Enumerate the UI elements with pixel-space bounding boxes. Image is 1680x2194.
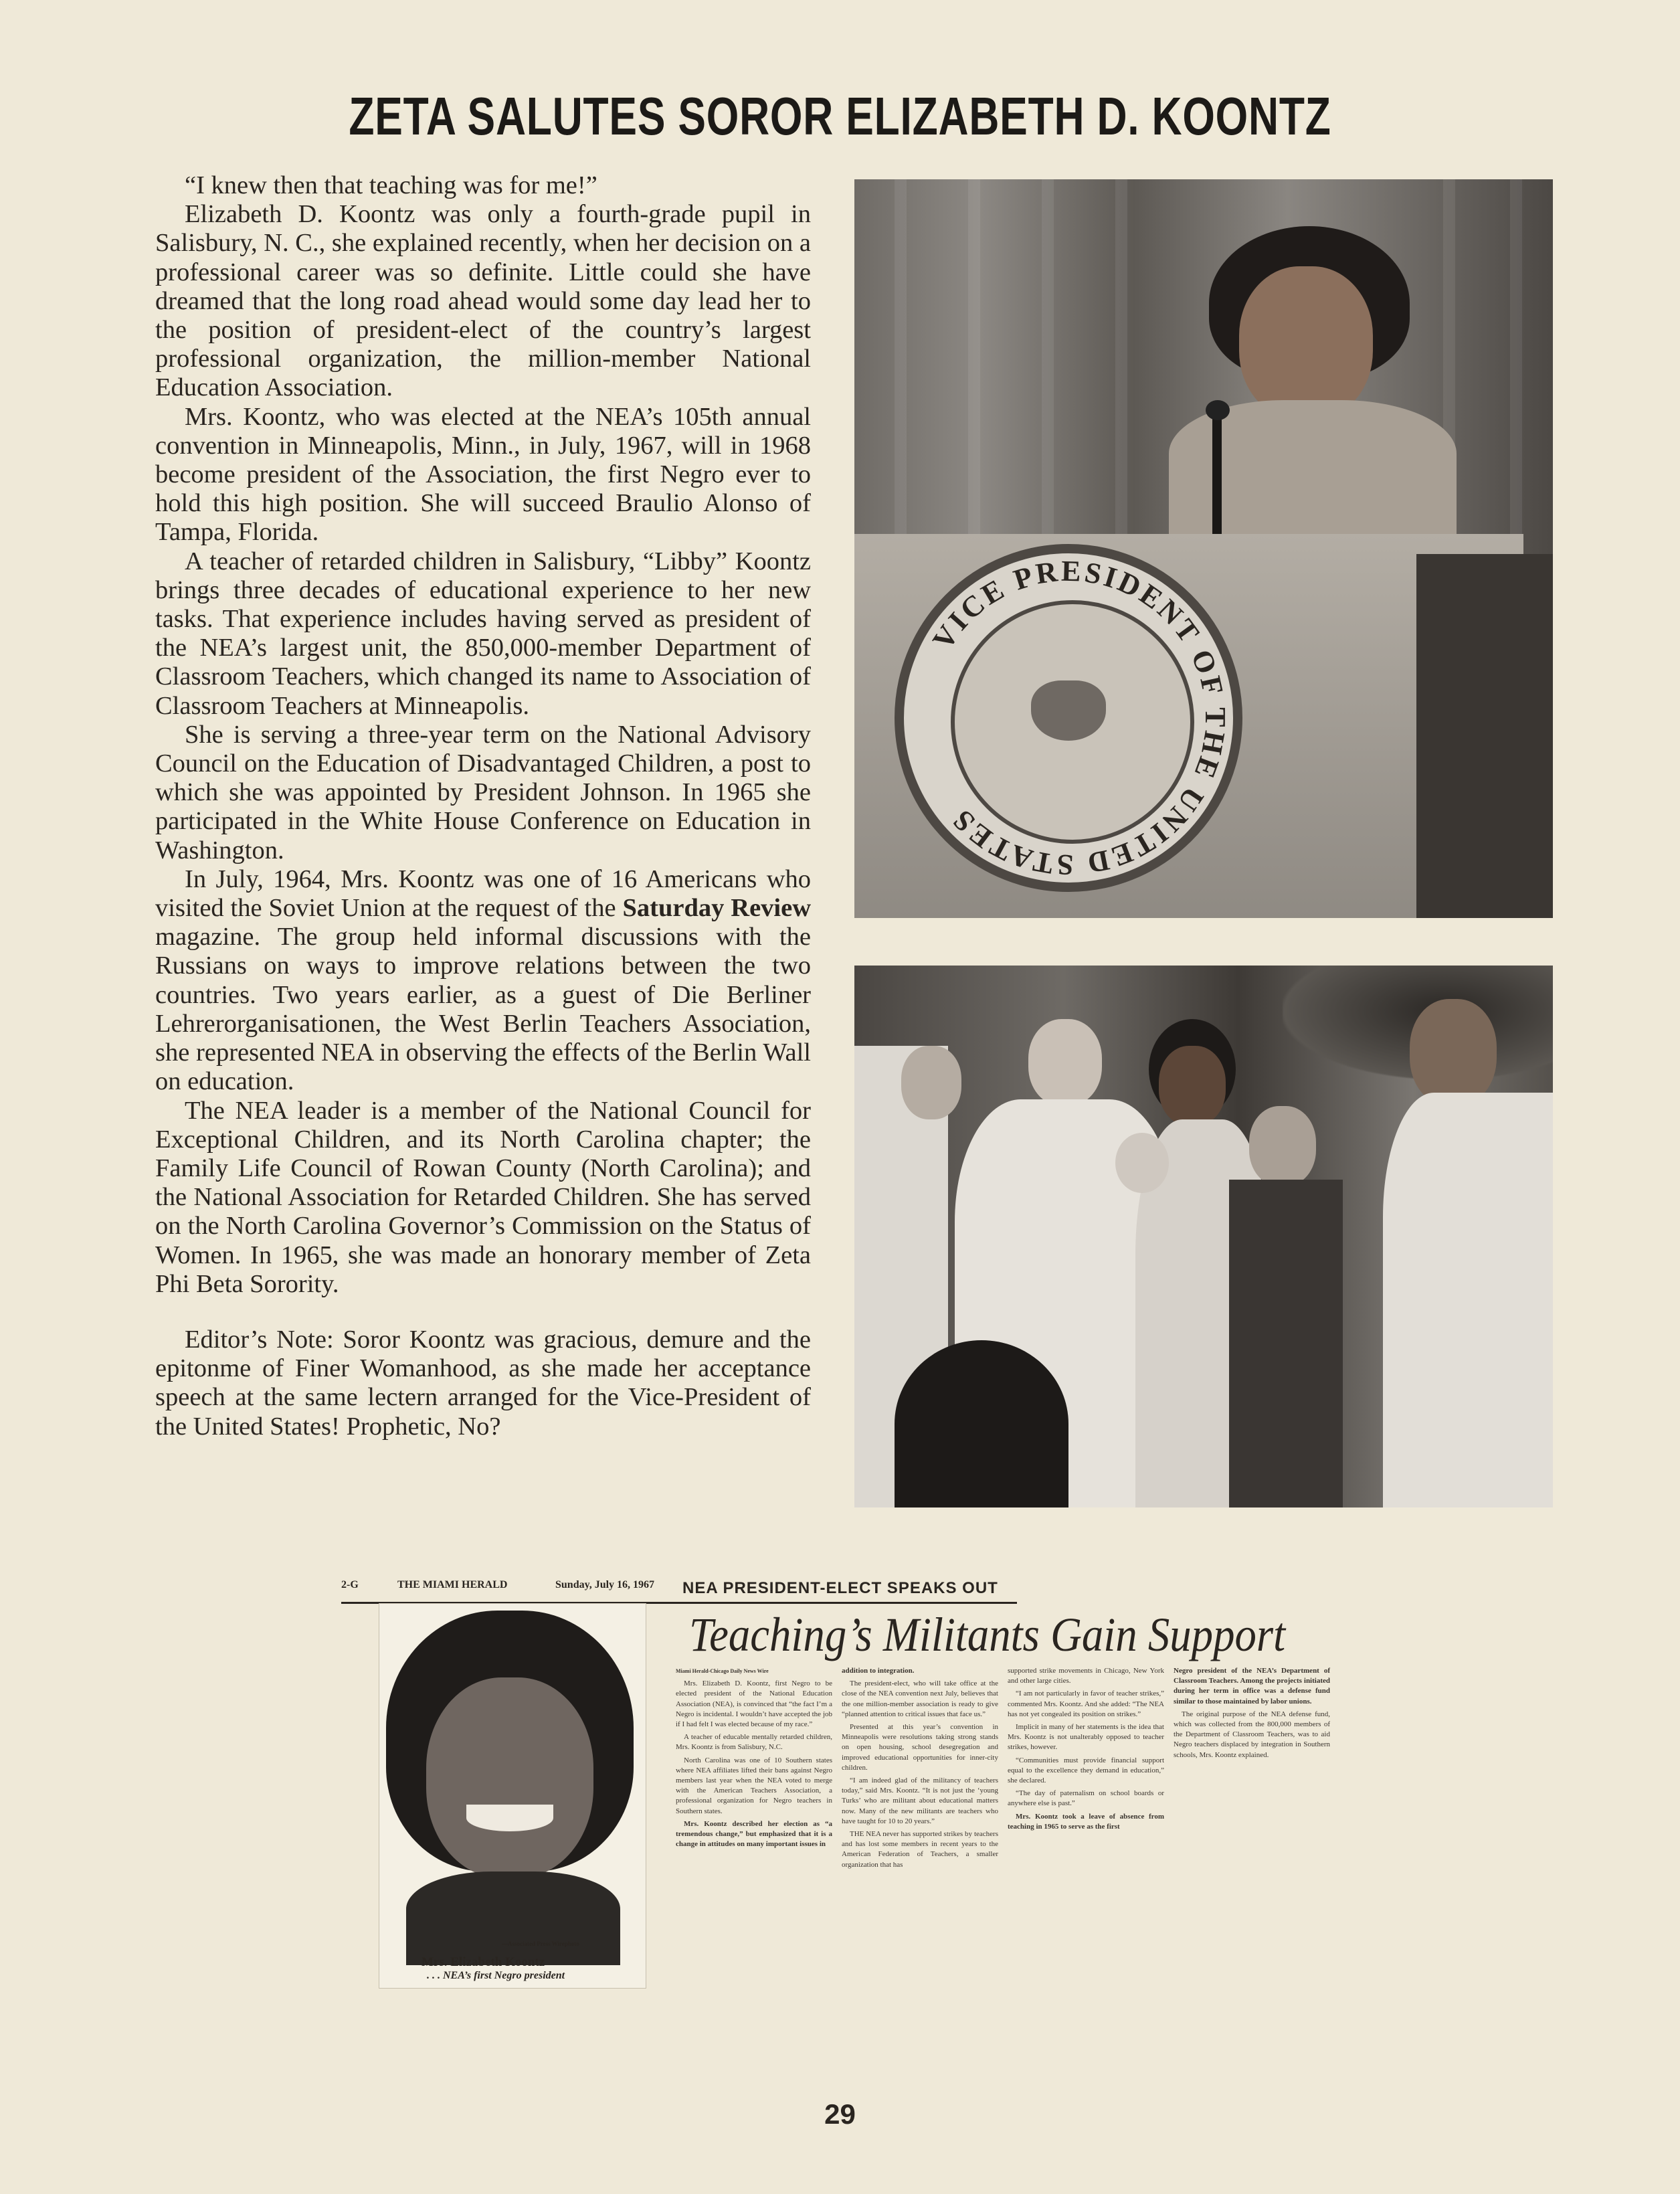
- clipping-newspaper: THE MIAMI HERALD: [397, 1579, 508, 1590]
- photo-handshake-ceremony: [854, 966, 1553, 1507]
- article-paragraph: The NEA leader is a member of the National Council for Exceptional Children, and its North Carolina chapter; the Family Life Council of Rowan County (North Carolina); and the National Association for Retarded Children. She has served on the North Carolina Governor’s Commission on the Status of Women. In 1965, she was made an honorary member of Zeta Phi Beta Sorority.: [155, 1096, 811, 1298]
- clipping-paragraph: “Communities must provide financial support equal to the excellence they demand in education,” she declared.: [1008, 1756, 1164, 1785]
- clipping-paragraph: Mrs. Elizabeth D. Koontz, first Negro to be elected president of the National Education Association (NEA), is convinced that “the fact I’m a Negro is incidental. I wouldn’t have accepted the job if I had felt I was elected because of my race.”: [676, 1679, 832, 1729]
- seal-ring-text: [904, 553, 1233, 883]
- article-paragraph: “I knew then that teaching was for me!”: [185, 171, 597, 199]
- article-paragraph: Mrs. Koontz, who was elected at the NEA’s 105th annual convention in Minneapolis, Minn., in July, 1967, will in 1968 become president of the Association, the first Negro ever to hold this high position. She will succeed Braulio Alonso of Tampa, Florida.: [155, 402, 811, 547]
- clipping-paragraph-bold: Mrs. Koontz described her election as “a tremendous change,” but emphasized that it is a change in attitudes on many important issues in: [676, 1819, 832, 1849]
- clipping-headline: Teaching’s Militants Gain Support: [689, 1608, 1286, 1661]
- newspaper-clipping: [341, 1566, 1345, 2081]
- clipping-caption-sub: . . . NEA’s first Negro president: [427, 1970, 565, 1981]
- article-body: [155, 171, 811, 1441]
- clipping-paragraph: “I am indeed glad of the militancy of teachers today,” said Mrs. Koontz. “It is not just the ‘young Turks’ who are militant about educational matters now. Many of the new militants are teachers who have taught for 10 to 20 years.”: [842, 1776, 998, 1825]
- clipping-paragraph-bold: addition to integration.: [842, 1667, 915, 1675]
- clipping-column-3: [1008, 1666, 1164, 1835]
- clipping-paragraph: The original purpose of the NEA defense fund, which was collected from the 800,000 members of the Department of Classroom Teachers, was to aid Negro teachers displaced by integration in Southern schools, Mrs. Koontz explained.: [1174, 1710, 1330, 1759]
- clipping-paragraph: THE NEA never has supported strikes by teachers and has lost some members in recent years to the American Federation of Teachers, a smaller organization that has: [842, 1830, 998, 1869]
- clipping-date: Sunday, July 16, 1967: [555, 1579, 655, 1590]
- clipping-header: [341, 1572, 1017, 1604]
- clipping-paragraph-bold: Mrs. Koontz took a leave of absence from teaching in 1965 to serve as the first: [1008, 1812, 1164, 1831]
- clipping-paragraph-bold: Negro president of the NEA’s Department of Classroom Teachers. Among the projects initiated during her term in office was a defense fund similar to those maintained by labor unions.: [1174, 1667, 1330, 1706]
- vice-president-seal: [895, 544, 1242, 892]
- clipping-column-1: [676, 1666, 832, 1852]
- clipping-caption-name: Mrs. Elizabeth Koontz: [422, 1955, 545, 1969]
- clipping-portrait-photo: [379, 1603, 646, 1989]
- clipping-photo-credit: —Associated Press Wirephoto: [502, 1940, 579, 1947]
- clipping-paragraph: “The day of paternalism on school boards or anywhere else is past.”: [1008, 1789, 1164, 1808]
- photo-lectern-speech: [854, 179, 1553, 918]
- page-headline: ZETA SALUTES SOROR ELIZABETH D. KOONTZ: [349, 86, 1331, 146]
- clipping-paragraph: A teacher of educable mentally retarded children, Mrs. Koontz is from Salisbury, N.C.: [676, 1733, 832, 1752]
- clipping-kicker: NEA PRESIDENT-ELECT SPEAKS OUT: [682, 1579, 998, 1597]
- clipping-wire-credit: Miami Herald-Chicago Daily News Wire: [676, 1668, 769, 1674]
- clipping-paragraph: North Carolina was one of 10 Southern states where NEA affiliates lifted their bans against Negro members last year when the NEA voted to merge with the American Teachers Association, a professional organization for Negro teachers in Southern states.: [676, 1756, 832, 1815]
- clipping-paragraph: supported strike movements in Chicago, New York and other large cities.: [1008, 1667, 1164, 1685]
- clipping-paragraph: Presented at this year’s convention in Minneapolis were resolutions taking strong stands on open housing, school desegregation and improved educational opportunities for inner-city children.: [842, 1723, 998, 1772]
- clipping-paragraph: The president-elect, who will take office at the close of the NEA convention next July, believes that the one million-member association is ready to give “planned attention to critical issues that face us.”: [842, 1679, 998, 1718]
- magazine-title: Saturday Review: [622, 894, 812, 923]
- clipping-paragraph: “I am not particularly in favor of teacher strikes,” commented Mrs. Koontz. And she added: “The NEA has not yet congealed its position on strikes.”: [1008, 1689, 1164, 1718]
- clipping-page-ref: 2-G: [341, 1579, 359, 1590]
- page-number: 29: [824, 2098, 856, 2130]
- article-paragraph: In July, 1964, Mrs. Koontz was one of 16 Americans who visited the Soviet Union at the request of the Saturday Review magazine. The group held informal discussions with the Russians on ways to improve relations between the two countries. Two years earlier, as a guest of Die Berliner Lehrerorganisationen, the West Berlin Teachers Association, she represented NEA in observing the effects of the Berlin Wall on education.: [155, 864, 812, 1096]
- editor-note: Editor’s Note: Soror Koontz was gracious, demure and the epitonme of Finer Womanhood, as she made her acceptance speech at the same lectern arranged for the Vice-President of the United States! Prophetic, No?: [155, 1325, 811, 1441]
- article-paragraph: She is serving a three-year term on the National Advisory Council on the Education of Disadvantaged Children, a post to which she was appointed by President Johnson. In 1965 she participated in the White House Conference on Education in Washington.: [155, 720, 811, 864]
- clipping-column-2: [842, 1666, 998, 1873]
- svg-text:VICE PRESIDENT OF THE UNITED S: VICE PRESIDENT OF THE UNITED STATES: [926, 554, 1232, 882]
- clipping-paragraph: Implicit in many of her statements is the idea that Mrs. Koontz is not unalterably opposed to teacher strikes, however.: [1008, 1723, 1164, 1752]
- clipping-column-4: [1174, 1666, 1330, 1763]
- article-paragraph: Elizabeth D. Koontz was only a fourth-grade pupil in Salisbury, N. C., she explained recently, when her decision on a professional career was so definite. Little could she have dreamed that the long road ahead would some day lead her to the position of president-elect of the country’s largest professional organization, the million-member National Education Association.: [155, 200, 811, 402]
- article-paragraph: A teacher of retarded children in Salisbury, “Libby” Koontz brings three decades of educational experience to her new tasks. That experience includes having served as president of the NEA’s largest unit, the 850,000-member Department of Classroom Teachers, which changed its name to Association of Classroom Teachers at Minneapolis.: [155, 547, 811, 720]
